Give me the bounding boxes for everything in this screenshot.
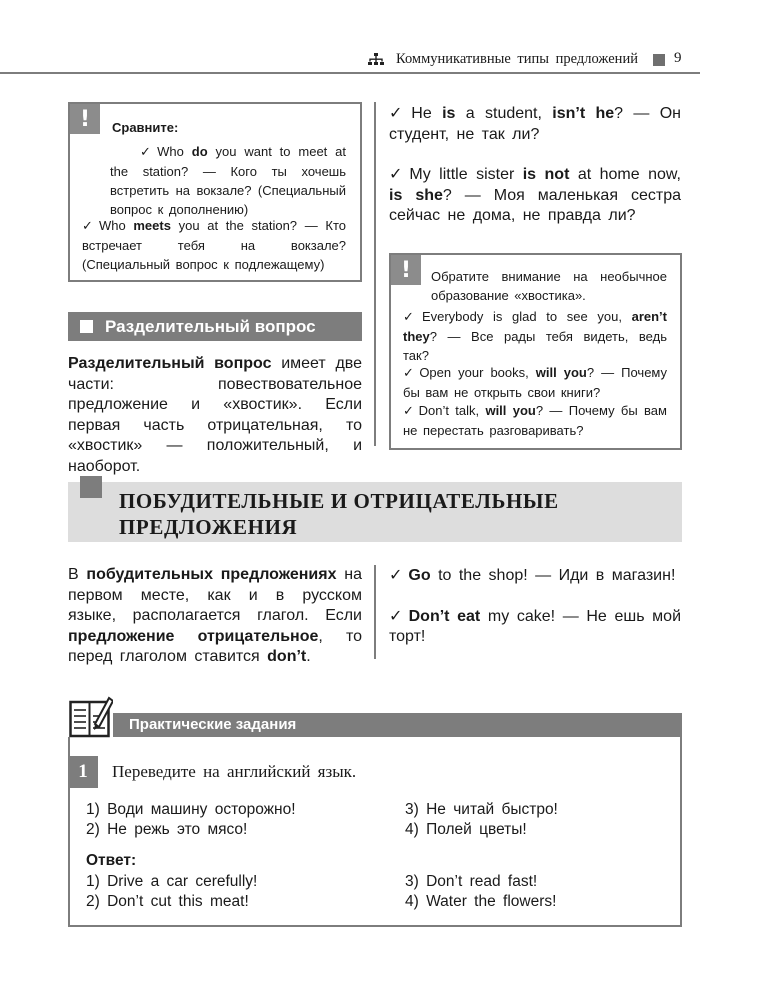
heading-square-marker	[80, 476, 102, 498]
tag-question-paragraph: Разделительный вопрос имеет две части: повествовательное предложение и «хвостик». Если первая часть отрицательная, то «хвостик» — положительный, и наоборот.	[68, 355, 363, 475]
example-item: ✓ He is a student, isn’t he? — Он студент, не так ли?	[389, 103, 682, 143]
checkmark-icon: ✓	[140, 145, 154, 160]
task-instruction: Переведите на английский язык.	[112, 762, 357, 781]
heading-square-marker	[80, 320, 93, 333]
example-item: ✓ Go to the shop! — Иди в магазин!	[389, 565, 676, 584]
attention-item-2: ✓ Open your books, will you? — Почему бы вам не открыть свои книги?	[403, 365, 668, 400]
compare-item-1: ✓ Who do you want to meet at the station? — Кого ты хочешь встретить на вокзале? (Специальный вопрос к дополнению)	[110, 144, 346, 217]
example-item: ✓ My little sister is not at home now, is she? — Моя маленькая сестра сейчас не дома, не правда ли?	[389, 164, 682, 224]
tag-examples	[389, 103, 681, 227]
list-item: 4) Water the flowers!	[405, 893, 557, 910]
header-rule	[0, 72, 700, 74]
answer-list-left	[86, 872, 257, 912]
column-divider	[374, 565, 376, 659]
list-item: 2) Don’t cut this meat!	[86, 893, 249, 910]
exclamation-icon: !	[70, 104, 100, 134]
list-item: 1) Drive a car cerefully!	[86, 873, 258, 890]
checkmark-icon: ✓	[389, 164, 404, 183]
running-title: Коммуникативные типы предложений	[396, 51, 638, 67]
compare-title: Сравните:	[112, 120, 179, 135]
exclamation-icon: !	[391, 255, 421, 285]
list-item: 1) Води машину осторожно!	[86, 801, 296, 818]
task-list-right	[405, 800, 558, 840]
column-divider	[374, 102, 376, 446]
imperative-examples	[389, 565, 681, 648]
notebook-pencil-icon	[69, 694, 113, 738]
answer-label: Ответ:	[86, 852, 137, 869]
task-list-left	[86, 800, 296, 840]
checkmark-icon: ✓	[403, 404, 415, 419]
attention-item-1: ✓ Everybody is glad to see you, aren’t they? — Все рады тебя видеть, ведь так?	[403, 309, 667, 363]
list-item: 2) Не режь это мясо!	[86, 821, 248, 838]
list-item: 4) Полей цветы!	[405, 821, 527, 838]
section-heading-tag-question	[68, 312, 362, 341]
checkmark-icon: ✓	[389, 565, 403, 584]
running-header	[0, 44, 700, 74]
header-square-marker	[653, 54, 665, 66]
checkmark-icon: ✓	[403, 366, 416, 381]
attention-intro: Обратите внимание на необычное образование «хвостика».	[431, 269, 667, 303]
checkmark-icon: ✓	[403, 310, 418, 325]
heading-text: ПОБУДИТЕЛЬНЫЕ И ОТРИЦАТЕЛЬНЫЕ ПРЕДЛОЖЕНИЯ	[119, 489, 559, 539]
attention-note-box	[389, 253, 682, 450]
checkmark-icon: ✓	[389, 605, 403, 625]
list-item: 3) Don’t read fast!	[405, 873, 538, 890]
heading-text: Разделительный вопрос	[105, 316, 316, 336]
compare-item-2: ✓ Who meets you at the station? — Кто встречает тебя на вокзале? (Специальный вопрос к подлежащему)	[82, 218, 346, 272]
practice-bar: Практические задания	[113, 713, 682, 737]
imperative-paragraph: В побудительных предложениях на первом месте, как и в русском языке, располагается глагол. Если предложение отрицательное, то перед глаголом ставится don’t.	[68, 566, 363, 665]
answer-list-right	[405, 872, 556, 912]
page-number: 9	[674, 50, 682, 66]
hierarchy-icon	[368, 53, 384, 67]
attention-item-3: ✓ Don’t talk, will you? — Почему бы вам не перестать разговаривать?	[403, 403, 667, 438]
checkmark-icon: ✓	[389, 103, 406, 122]
list-item: 3) Не читай быстро!	[405, 801, 558, 818]
example-item: ✓ Don’t eat my cake! — Не ешь мой торт!	[389, 605, 681, 645]
section-heading-imperative	[68, 482, 682, 542]
checkmark-icon: ✓	[82, 219, 95, 234]
compare-note-box	[68, 102, 362, 282]
task-number: 1	[68, 756, 98, 788]
